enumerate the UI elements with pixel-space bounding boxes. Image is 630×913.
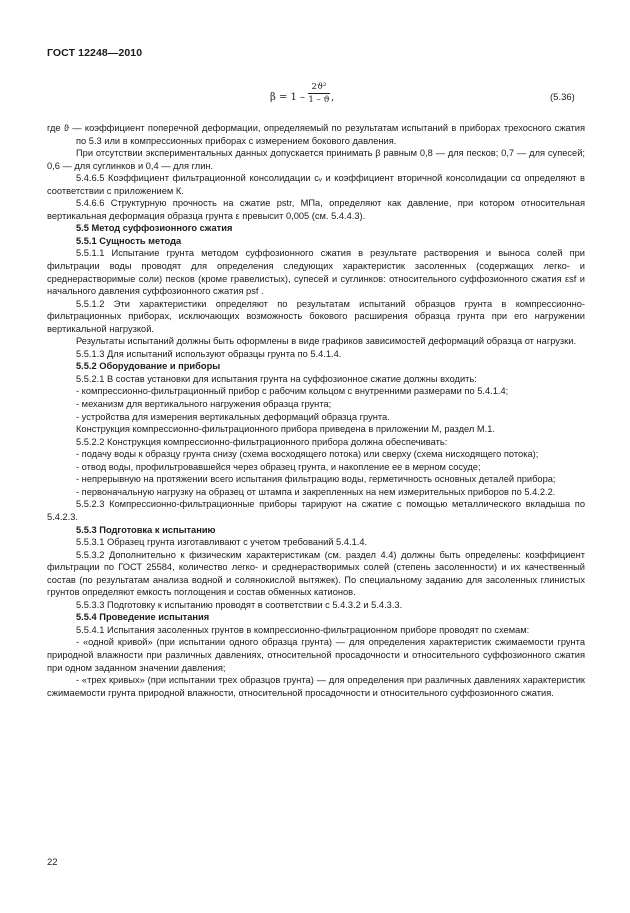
- paragraph: 5.5.4.1 Испытания засоленных грунтов в компрессионно-фильтрационном приборе проводят по схемам:: [76, 624, 530, 635]
- paragraph: 5.5.3.3 Подготовку к испытанию проводят в соответствии с 5.4.3.2 и 5.4.3.3.: [76, 599, 403, 610]
- paragraph: 5.5.2.3 Компрессионно-фильтрационные приборы тарируют на сжатие с помощью металлического вкладыша по 5.4.2.3.: [47, 499, 585, 522]
- document-header: ГОСТ 12248—2010: [47, 47, 143, 59]
- list-item: - «трех кривых» (при испытании трех образцов грунта) — для определения при различных давлениях характеристик сжимаемости грунта природной влажности, относительной просадочности и относительного суффозионного сжатия.: [47, 675, 585, 698]
- list-item: - подачу воды к образцу грунта снизу (схема восходящего потока) или сверху (схема нисходящего потока);: [76, 449, 539, 460]
- formula-fraction: [308, 82, 330, 105]
- formula-suffix: ,: [331, 92, 335, 103]
- formula-left-side: β = 1 –: [270, 92, 306, 103]
- list-item: - отвод воды, профильтровавшейся через образец грунта, и накопление ее в мерном сосуде;: [76, 461, 481, 472]
- body-text: [47, 122, 585, 699]
- page-number: 22: [47, 857, 58, 868]
- list-item: - механизм для вертикального нагружения образца грунта;: [76, 399, 332, 410]
- paragraph: 5.5.3.1 Образец грунта изготавливают с учетом требований 5.4.1.4.: [76, 537, 368, 548]
- paragraph: При отсутствии экспериментальных данных допускается принимать β равным 0,8 — для песков; 0,7 — для супесей; 0,6 — для суглинков и 0,4 — для глин.: [47, 148, 585, 171]
- list-item: - непрерывную на протяжении всего испытания фильтрацию воды, герметичность основных деталей прибора;: [76, 474, 556, 485]
- section-heading: 5.5.2 Оборудование и приборы: [76, 361, 221, 372]
- list-item: - устройства для измерения вертикальных деформаций образца грунта.: [76, 411, 390, 422]
- paragraph: где ϑ — коэффициент поперечной деформации, определяемый по результатам испытаний в приборах трехосного сжатия по 5.3 или в компрессионных приборах с измерением бокового давления.: [47, 123, 585, 146]
- paragraph: 5.5.3.2 Дополнительно к физическим характеристикам (см. раздел 4.4) должны быть определены: коэффициент фильтрации по ГОСТ 25584, количество легко- и среднерастворимых солей (степень засоленности) и их качественный состав (по результатам анализа водной и солянокислой вытяжек). По специальному заданию для засоленных глинистых грунтов определяют емкость поглощения и состав обменных катионов.: [47, 549, 585, 598]
- paragraph: 5.5.2.2 Конструкция компрессионно-фильтрационного прибора должна обеспечивать:: [76, 436, 448, 447]
- paragraph: 5.4.6.6 Структурную прочность на сжатие pstr, МПа, определяют как давление, при котором относительная вертикальная деформация образца грунта ε превысит 0,005 (см. 5.4.4.3).: [47, 198, 585, 221]
- section-heading: 5.5.1 Сущность метода: [76, 235, 182, 246]
- paragraph: Конструкция компрессионно-фильтрационного прибора приведена в приложении М, раздел М.1.: [76, 424, 495, 435]
- list-item: - первоначальную нагрузку на образец от штампа и закрепленных на нем измерительных приборов по 5.4.2.2.: [76, 486, 556, 497]
- paragraph: 5.5.2.1 В состав установки для испытания грунта на суффозионное сжатие должны входить:: [76, 373, 477, 384]
- section-heading: 5.5.3 Подготовка к испытанию: [76, 524, 216, 535]
- paragraph: 5.5.1.2 Эти характеристики определяют по результатам испытаний образцов грунта в компрессионно-фильтрационных приборах, исключающих возможность бокового расширения образца грунта при его нагружении вертикальной нагрузкой.: [47, 298, 585, 334]
- paragraph: Результаты испытаний должны быть оформлены в виде графиков зависимостей деформаций образца от нагрузки.: [76, 336, 577, 347]
- list-item: - «одной кривой» (при испытании одного образца грунта) — для определения характеристик сжимаемости грунта природной влажности при различных давлениях, относительной просадочности и относительного суффозионного сжатия при одном заданном значении давления;: [47, 637, 585, 673]
- paragraph: 5.5.1.3 Для испытаний используют образцы грунта по 5.4.1.4.: [76, 348, 342, 359]
- formula-denominator: 1 – ϑ: [308, 95, 330, 105]
- section-heading: 5.5.4 Проведение испытания: [76, 612, 210, 623]
- formula-number: (5.36): [550, 92, 575, 103]
- formula-5-36: [0, 82, 630, 112]
- section-heading: 5.5 Метод суффозионного сжатия: [76, 223, 233, 234]
- paragraph: 5.5.1.1 Испытание грунта методом суффозионного сжатия в результате растворения и выноса солей при фильтрации воды проводят для определения следующих характеристик засоленных (содержащих легко- и среднерастворимые соли) песков (кроме гравелистых), супесей и суглинков: относительного суффозионного сжатия εsf и начального давления суффозионного сжатия psf .: [47, 248, 585, 297]
- list-item: - компрессионно-фильтрационный прибор с рабочим кольцом с внутренними размерами по 5.4.1.4;: [76, 386, 509, 397]
- paragraph: 5.4.6.5 Коэффициент фильтрационной консолидации cᵥ и коэффициент вторичной консолидации cα определяют в соответствии с приложением К.: [47, 173, 585, 196]
- formula-numerator: 2ϑ²: [308, 82, 330, 94]
